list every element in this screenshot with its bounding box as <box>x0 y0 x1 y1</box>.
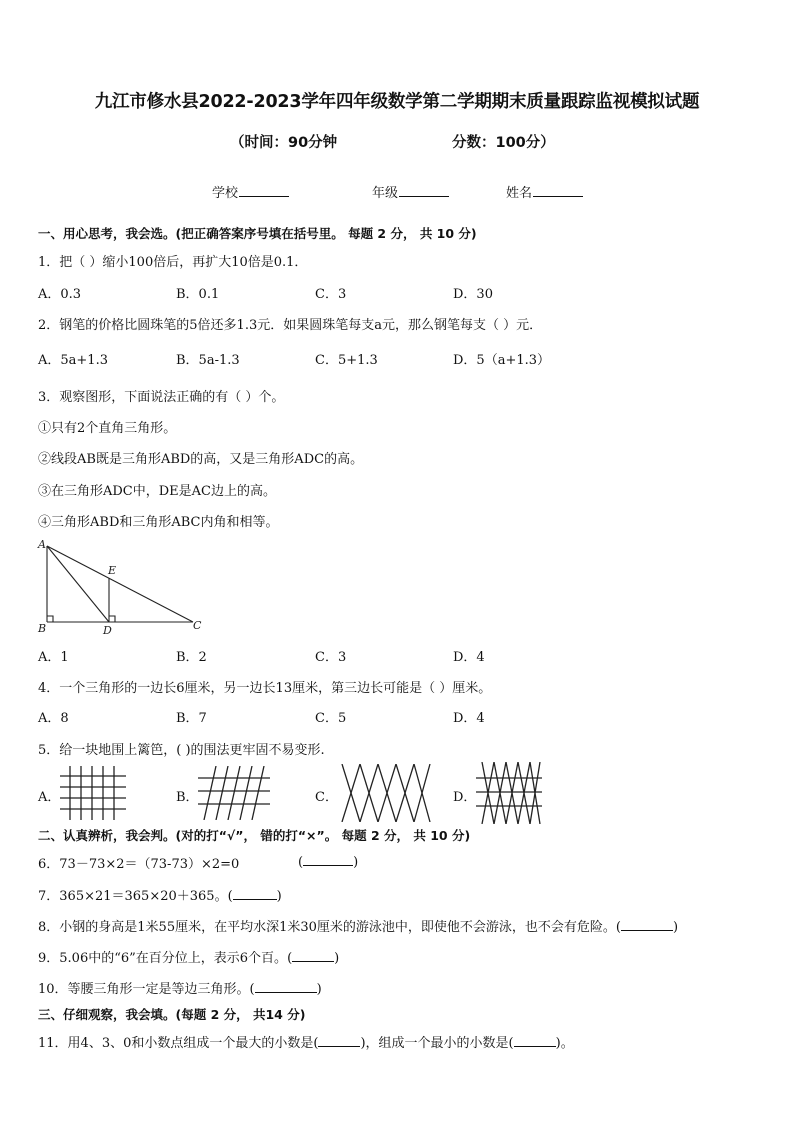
question-2: 2．钢笔的价格比圆珠笔的5倍还多1.3元．如果圆珠笔每支a元，那么钢笔每支（ ）元． <box>38 318 543 333</box>
q1-option-a[interactable]: A．0.3 <box>38 287 82 302</box>
q1-option-d[interactable]: D．30 <box>453 287 493 302</box>
q10-answer-blank[interactable]: ( ) <box>249 982 322 997</box>
q2-option-d[interactable]: D．5（a+1.3） <box>453 353 551 368</box>
school-label: 学校 <box>212 186 239 201</box>
q4-option-a[interactable]: A．8 <box>38 711 69 726</box>
triangle-figure <box>36 536 206 636</box>
grade-label: 年级 <box>372 186 399 201</box>
school-blank[interactable] <box>239 184 289 197</box>
fence-zigzag-icon <box>340 764 432 822</box>
grade-blank[interactable] <box>399 184 449 197</box>
q3-statement-2: ②线段AB既是三角形ABD的高，又是三角形ADC的高。 <box>38 452 364 467</box>
question-6: 6．73－73×2＝（73-73）×2=0 <box>38 857 240 872</box>
section-3-heading: 三、仔细观察，我会填。(每题 2 分， 共14 分) <box>38 1007 306 1022</box>
exam-time: （时间：90分钟 <box>230 135 338 151</box>
exam-title: 九江市修水县2022-2023学年四年级数学第二学期期末质量跟踪监视模拟试题 <box>94 92 700 112</box>
q5-option-a[interactable]: A． <box>38 790 61 805</box>
q3-option-b[interactable]: B．2 <box>176 650 207 665</box>
segment-ad <box>47 546 109 622</box>
section-2-heading: 二、认真辨析，我会判。(对的打“√”， 错的打“×”。 每题 2 分， 共 10 分) <box>38 828 471 843</box>
fence-square-grid-icon <box>60 766 126 820</box>
q4-option-c[interactable]: C．5 <box>315 711 347 726</box>
q4-option-b[interactable]: B．7 <box>176 711 207 726</box>
q1-option-b[interactable]: B．0.1 <box>176 287 220 302</box>
q7-answer-blank[interactable]: ( ) <box>227 889 282 904</box>
question-1: 1．把（ ）缩小100倍后，再扩大10倍是0.1． <box>38 255 308 270</box>
question-7: 7．365×21＝365×20＋365。( ) <box>38 889 282 904</box>
q5-option-d[interactable]: D． <box>453 790 477 805</box>
q3-option-d[interactable]: D．4 <box>453 650 485 665</box>
segment-ac <box>47 546 193 622</box>
q3-option-c[interactable]: C．3 <box>315 650 347 665</box>
section-1-heading: 一、用心思考，我会选。(把正确答案序号填在括号里。 每题 2 分， 共 10 分) <box>38 226 477 241</box>
q2-option-c[interactable]: C．5+1.3 <box>315 353 378 368</box>
question-11: 11．用4、3、0和小数点组成一个最大的小数是( )，组成一个最小的小数是( )。 <box>38 1036 574 1051</box>
q2-option-b[interactable]: B．5a-1.3 <box>176 353 240 368</box>
question-3: 3．观察图形，下面说法正确的有（ ）个。 <box>38 390 285 405</box>
q3-statement-3: ③在三角形ADC中，DE是AC边上的高。 <box>38 484 277 499</box>
q3-statement-4: ④三角形ABD和三角形ABC内角和相等。 <box>38 515 279 530</box>
q5-option-c[interactable]: C． <box>315 790 338 805</box>
label-c: C <box>193 619 202 632</box>
question-9: 9．5.06中的“6”在百分位上，表示6个百。( ) <box>38 951 340 966</box>
name-blank[interactable] <box>533 184 583 197</box>
question-4: 4．一个三角形的一边长6厘米，另一边长13厘米，第三边长可能是（ ）厘米。 <box>38 681 492 696</box>
question-10: 10．等腰三角形一定是等边三角形。( ) <box>38 982 322 997</box>
q3-statement-1: ①只有2个直角三角形。 <box>38 421 177 436</box>
label-a: A <box>38 538 46 551</box>
right-angle-b <box>47 616 53 622</box>
label-b: B <box>38 622 47 635</box>
fence-triangle-grid-icon <box>474 762 544 824</box>
grade-field <box>372 182 449 201</box>
label-d: D <box>103 624 112 636</box>
q4-option-d[interactable]: D．4 <box>453 711 485 726</box>
name-label: 姓名 <box>506 186 533 201</box>
fence-parallelogram-grid-icon <box>198 766 270 820</box>
q11-blank-2[interactable]: ( ) <box>508 1036 561 1051</box>
q2-option-a[interactable]: A．5a+1.3 <box>38 353 108 368</box>
q11-blank-1[interactable]: ( ) <box>313 1036 366 1051</box>
label-e: E <box>108 564 117 577</box>
school-field <box>212 182 289 201</box>
question-5: 5．给一块地围上篱笆，( )的围法更牢固不易变形. <box>38 743 325 758</box>
q6-answer-blank[interactable]: ( ) <box>298 855 359 870</box>
q3-option-a[interactable]: A．1 <box>38 650 69 665</box>
name-field <box>506 182 583 201</box>
q9-answer-blank[interactable]: ( ) <box>287 951 340 966</box>
question-8: 8．小钢的身高是1米55厘米，在平均水深1米30厘米的游泳池中，即使他不会游泳，也不会有危险。( ) <box>38 920 679 935</box>
exam-score: 分数：100分） <box>452 135 555 151</box>
q8-answer-blank[interactable]: ( ) <box>615 920 679 935</box>
right-angle-d <box>109 616 115 622</box>
q5-option-b[interactable]: B． <box>176 790 199 805</box>
q1-option-c[interactable]: C．3 <box>315 287 347 302</box>
